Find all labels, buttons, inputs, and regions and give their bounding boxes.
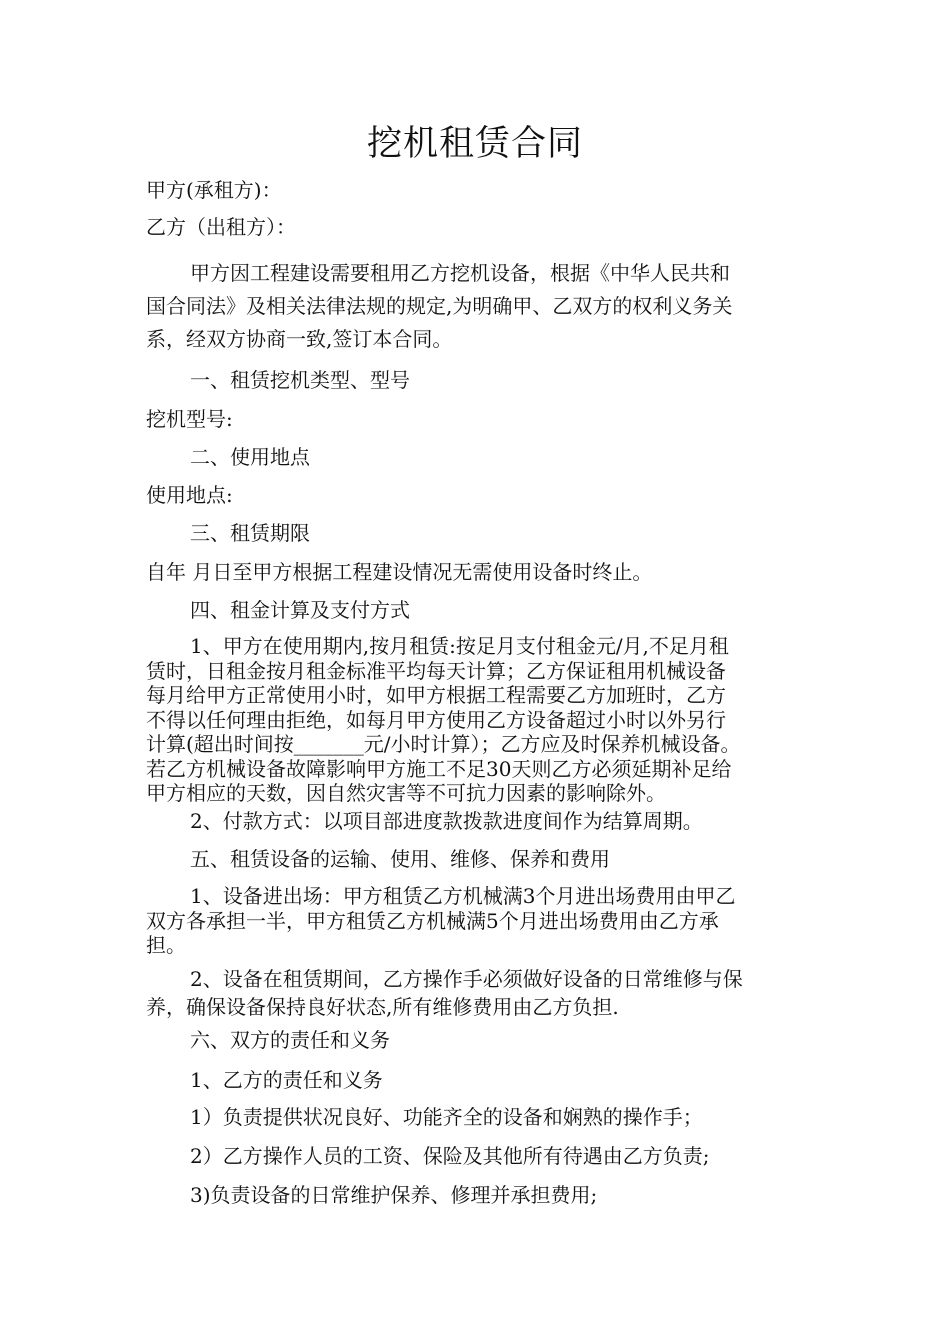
duty-item-2: 2）乙方操作人员的工资、保险及其他所有待遇由乙方负责; bbox=[190, 1144, 710, 1168]
transport-line: 双方各承担一半，甲方租赁乙方机械满5个月进出场费用由乙方承 bbox=[146, 908, 719, 933]
rent-line: 甲方相应的天数，因自然灾害等不可抗力因素的影响除外。 bbox=[146, 781, 666, 805]
model-label: 挖机型号: bbox=[146, 407, 233, 431]
duty-item-3: 3)负责设备的日常维护保养、修理并承担费用; bbox=[190, 1183, 598, 1207]
transport-line: 1、设备进出场：甲方租赁乙方机械满3个月进出场费用由甲乙 bbox=[190, 884, 736, 908]
party-b-label: 乙方（出租方）： bbox=[146, 215, 296, 239]
maintenance-line: 养，确保设备保持良好状态,所有维修费用由乙方负担. bbox=[146, 995, 619, 1019]
section-4-heading: 四、租金计算及支付方式 bbox=[190, 598, 410, 622]
location-label: 使用地点: bbox=[146, 483, 233, 507]
rent-line: 计算(超出时间按_______元/小时计算）；乙方应及时保养机械设备。 bbox=[146, 732, 741, 756]
section-1-heading: 一、租赁挖机类型、型号 bbox=[190, 368, 410, 392]
duty-item-1: 1）负责提供状况良好、功能齐全的设备和娴熟的操作手； bbox=[190, 1105, 703, 1129]
payment-text: 2、付款方式：以项目部进度款拨款进度间作为结算周期。 bbox=[190, 809, 703, 833]
term-text: 自年 月日至甲方根据工程建设情况无需使用设备时终止。 bbox=[146, 560, 653, 584]
transport-line: 担。 bbox=[146, 933, 186, 957]
maintenance-paragraph bbox=[146, 965, 743, 1021]
transport-paragraph bbox=[146, 884, 735, 958]
intro-line: 甲方因工程建设需要租用乙方挖机设备，根据《中华人民共和 bbox=[190, 261, 730, 285]
party-b-duties-heading: 1、乙方的责任和义务 bbox=[190, 1068, 383, 1092]
rent-line: 1、甲方在使用期内,按月租赁:按足月支付租金元/月,不足月租 bbox=[190, 634, 729, 658]
rent-line: 若乙方机械设备故障影响甲方施工不足30天则乙方必须延期补足给 bbox=[146, 756, 732, 781]
intro-line: 系，经双方协商一致,签订本合同。 bbox=[146, 327, 453, 351]
rent-line: 赁时，日租金按月租金标准平均每天计算；乙方保证租用机械设备 bbox=[146, 658, 726, 683]
document-title: 挖机租赁合同 bbox=[366, 124, 583, 164]
intro-paragraph bbox=[146, 257, 732, 356]
section-2-heading: 二、使用地点 bbox=[190, 445, 310, 469]
rent-line: 不得以任何理由拒绝，如每月甲方使用乙方设备超过小时以外另行 bbox=[146, 707, 726, 732]
section-5-heading: 五、租赁设备的运输、使用、维修、保养和费用 bbox=[190, 847, 610, 871]
section-6-heading: 六、双方的责任和义务 bbox=[190, 1028, 390, 1052]
rent-line: 每月给甲方正常使用小时，如甲方根据工程需要乙方加班时，乙方 bbox=[146, 683, 726, 707]
section-3-heading: 三、租赁期限 bbox=[190, 521, 310, 545]
maintenance-line: 2、设备在租赁期间，乙方操作手必须做好设备的日常维修与保 bbox=[190, 967, 743, 991]
rent-paragraph bbox=[146, 634, 741, 806]
intro-line: 国合同法》及相关法律法规的规定,为明确甲、乙双方的权利义务关 bbox=[146, 294, 733, 318]
party-a-label: 甲方(承租方)： bbox=[146, 178, 282, 202]
